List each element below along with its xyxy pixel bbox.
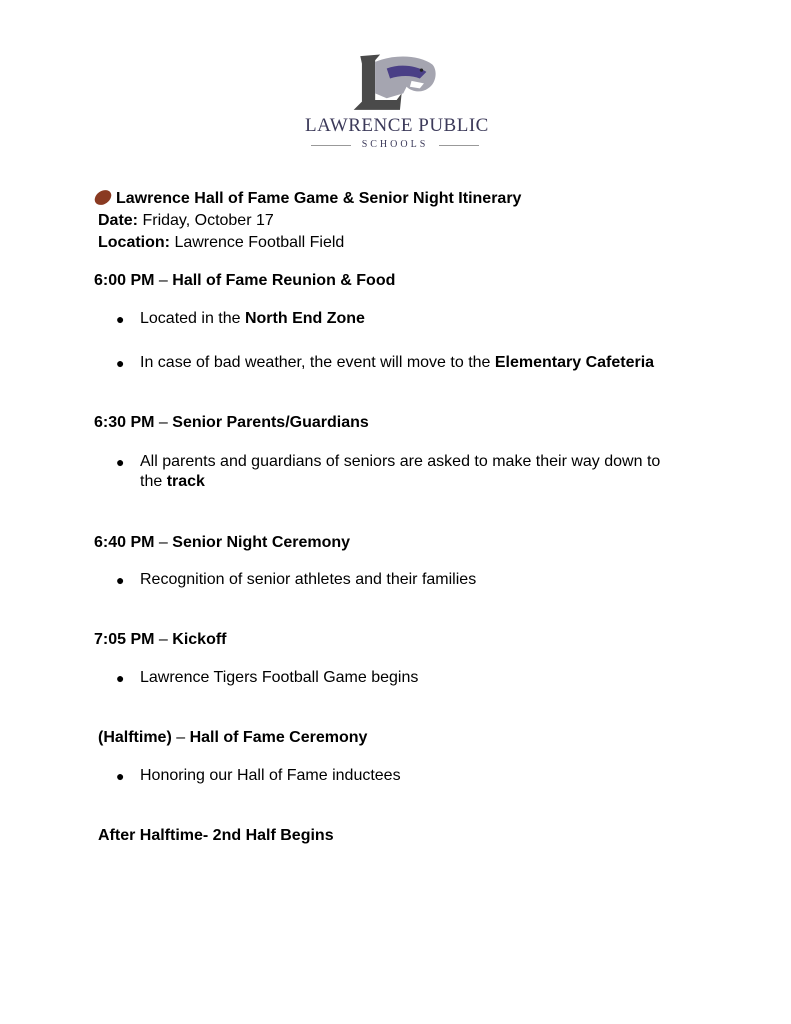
section-title: Hall of Fame Reunion & Food [172,272,396,289]
section-title: Kickoff [172,631,227,648]
section-time: 6:40 PM [94,534,155,551]
title-text: Lawrence Hall of Fame Game & Senior Night Itinerary [116,190,522,207]
section-heading [98,728,367,748]
section-time: (Halftime) [98,729,172,746]
section-heading [94,413,369,433]
list-item-text-continued: the [140,473,167,490]
bullet-icon: ● [116,454,125,470]
section-title: Senior Parents/Guardians [172,414,369,431]
section-time: 7:05 PM [94,631,155,648]
list-item: Lawrence Tigers Football Game begins [140,669,419,686]
location-label: Location: [98,234,170,251]
list-item-emphasis: Elementary Cafeteria [494,354,655,371]
school-logo [305,52,489,156]
bullet-icon: ● [116,572,125,588]
bullet-icon: ● [116,768,125,784]
location-value: Lawrence Football Field [170,234,345,251]
list-item [140,452,660,492]
logo-sub: SCHOOLS [361,139,429,150]
date-label: Date: [98,212,139,229]
list-item-text: All parents and guardians of seniors are asked to make their way down to [140,453,661,470]
section-separator: – [154,414,173,431]
list-item-text: In case of bad weather, the event will move to the [140,354,495,371]
list-item: Recognition of senior athletes and their families [140,571,477,588]
event-location [98,233,344,253]
section-heading [94,271,395,291]
list-item-text: Located in the [140,310,245,327]
section-title: Hall of Fame Ceremony [189,729,368,746]
football-icon [92,187,114,208]
section-separator: – [154,534,173,551]
bullet-icon: ● [116,670,125,686]
section-time: 6:00 PM [94,272,155,289]
document-title [94,189,521,209]
section-separator: – [154,272,173,289]
bullet-icon: ● [116,311,125,327]
note-rest: - 2nd Half Begins [202,827,334,844]
section-separator: – [154,631,173,648]
list-item-emphasis: North End Zone [244,310,365,327]
list-item [140,353,654,373]
logo-rule-right [439,145,479,146]
after-halftime-note [98,826,334,846]
section-title: Senior Night Ceremony [172,534,351,551]
note-lead: After Halftime [98,827,203,844]
bullet-icon: ● [116,355,125,371]
tiger-logo-icon [305,52,485,114]
section-time: 6:30 PM [94,414,155,431]
list-item [140,309,365,329]
list-item: Honoring our Hall of Fame inductees [140,767,401,784]
section-heading [94,630,227,650]
section-separator: – [171,729,190,746]
date-value: Friday, October 17 [138,212,274,229]
event-date [98,211,274,231]
logo-name: LAWRENCE PUBLIC [305,115,489,136]
section-heading [94,533,350,553]
list-item-emphasis: track [166,473,205,490]
